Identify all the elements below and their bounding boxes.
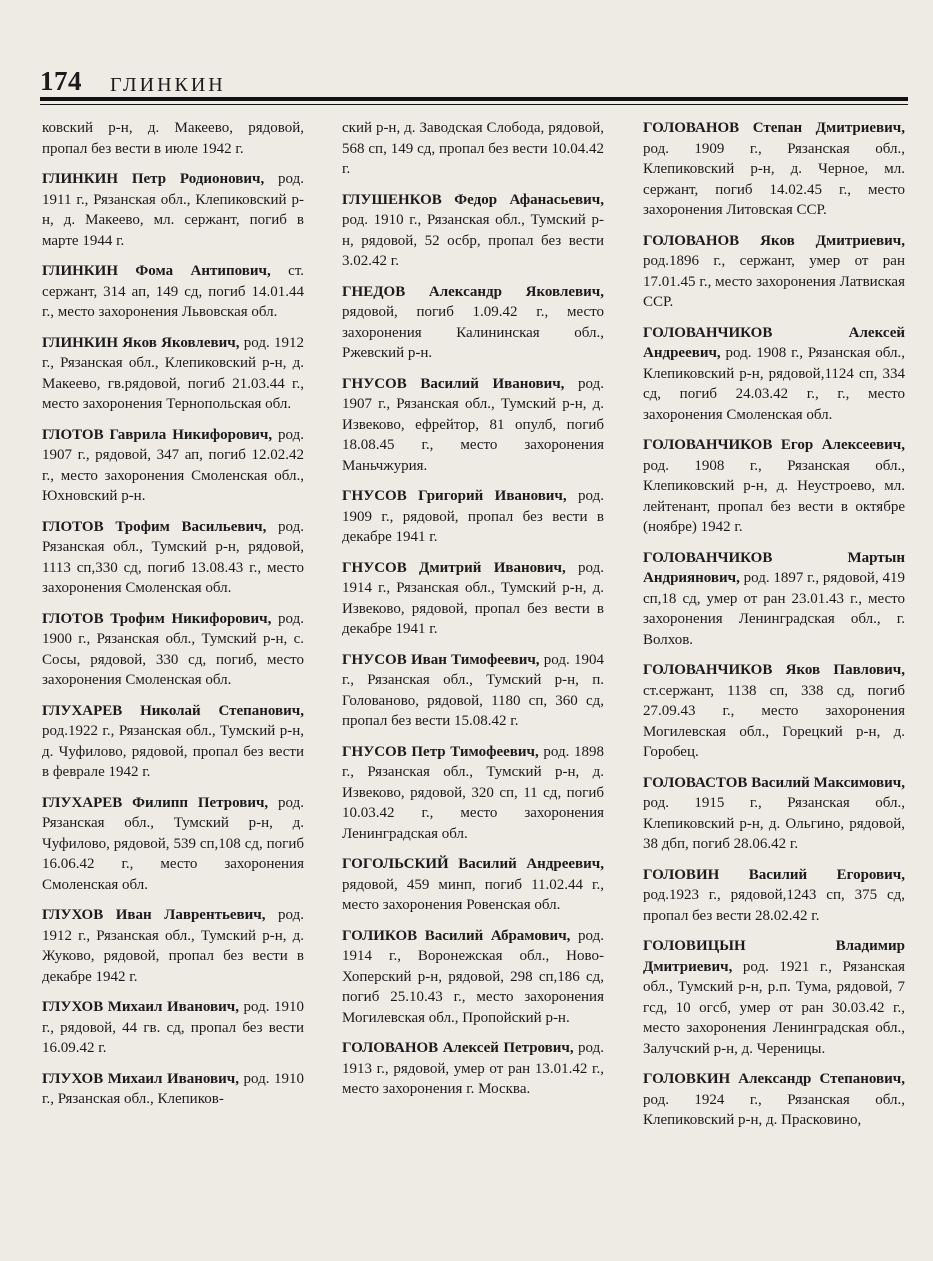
entry-text: род. 1900 г., Рязанская обл., Тумский р-н, с. Сосы, рядовой, 330 сд, погиб, место захоронения Смоленская обл. <box>42 610 305 688</box>
entry-name: ГЛУШЕНКОВ Федор Афанасьевич, <box>342 191 604 208</box>
entry-text: род.1923 г., рядовой,1243 сп, 375 сд, пропал без вести 28.02.42 г. <box>643 887 905 924</box>
entry-name: ГОЛОВИН Василий Егорович, <box>643 866 905 883</box>
entry-name: ГЛУХАРЕВ Николай Степанович, <box>42 702 304 719</box>
entry-name: ГНУСОВ Иван Тимофеевич, <box>342 651 540 668</box>
entry-name: ГНУСОВ Петр Тимофеевич, <box>342 743 539 760</box>
entry <box>643 865 905 927</box>
entry-name: ГЛОТОВ Гаврила Никифорович, <box>42 426 273 443</box>
column-2 <box>342 118 604 1110</box>
entry-name: ГОЛОВАНОВ Алексей Петрович, <box>342 1040 574 1056</box>
entry-name: ГЛИНКИН Фома Антипович, <box>42 263 271 279</box>
entry-text: род. 1911 г., Рязанская обл., Клепиковский р-н, д. Макеево, мл. сержант, погиб в марте 1944 г. <box>42 171 305 249</box>
entry-text: ский р-н, д. Заводская Слобода, рядовой, 568 сп, 149 сд, пропал без вести 10.04.42 г. <box>342 120 604 177</box>
entry-text: род. 1910 г., Рязанская обл., Тумский р-н, рядовой, 52 осбр, пропал без вести 3.02.42 г. <box>342 212 604 269</box>
entry <box>643 548 905 651</box>
entry <box>42 1069 304 1110</box>
entry-text: ст. сержант, 314 ап, 149 сд, погиб 14.01.44 г., место захоронения Львовская обл. <box>42 263 304 320</box>
entry-text: род. 1907 г., Рязанская обл., Тумский р-н, д. Извеково, ефрейтор, 81 опулб, погиб 18.08.45 г., место захоронения Маньчжурия. <box>342 375 604 474</box>
entry-text: род. Рязанская обл., Тумский р-н, д. Чуфилово, рядовой, 539 сп,108 сд, погиб 16.06.42 г., место захоронения Смоленская обл. <box>42 794 304 893</box>
entry <box>42 793 304 896</box>
entry-name: ГОЛОВАНОВ Степан Дмитриевич, <box>643 120 905 136</box>
entry <box>342 854 604 916</box>
entry <box>42 997 304 1059</box>
entry <box>643 118 905 221</box>
column-1 <box>42 118 304 1120</box>
entry-name: ГОЛИКОВ Василий Абрамович, <box>342 927 571 944</box>
entry <box>643 435 905 538</box>
entry <box>643 773 905 855</box>
entry <box>643 323 905 426</box>
entry-name: ГЛУХОВ Михаил Иванович, <box>42 999 239 1015</box>
entry-name: ГНУСОВ Дмитрий Иванович, <box>342 559 566 576</box>
entry-text: род. 1909 г., Рязанская обл., Клепиковский р-н, д. Черное, мл. сержант, погиб 14.02.45 г., место захоронения Литовская ССР. <box>643 140 905 218</box>
entry-name: ГНУСОВ Григорий Иванович, <box>342 488 567 504</box>
entry <box>643 231 905 313</box>
entry-name: ГЛОТОВ Трофим Васильевич, <box>42 518 267 535</box>
entry-name: ГОЛОВАСТОВ Василий Максимович, <box>643 774 905 791</box>
entry-name: ГОЛОВАНЧИКОВ Егор Алексеевич, <box>643 437 905 453</box>
entry <box>42 905 304 987</box>
entry-text: ст.сержант, 1138 сп, 338 сд, погиб 27.09.43 г., место захоронения Могилевская обл., Горецкий р-н, д. Горобец. <box>643 682 905 760</box>
entry <box>643 660 905 763</box>
entry <box>342 926 604 1029</box>
entry <box>42 609 304 691</box>
entry-name: ГЛОТОВ Трофим Никифорович, <box>42 610 272 627</box>
entry <box>643 936 905 1059</box>
entry <box>42 517 304 599</box>
entry-text: род. 1913 г., рядовой, умер от ран 13.01.42 г., место захоронения г. Москва. <box>342 1040 604 1097</box>
entry-text: род. 1914 г., Воронежская обл., Ново-Хоперский р-н, рядовой, 298 сп,186 сд, погиб 25.10.43 г., место захоронения Могилевская обл., Пропойский р-н. <box>342 927 604 1026</box>
running-head: ГЛИНКИН <box>110 74 226 96</box>
entry-text: род.1922 г., Рязанская обл., Тумский р-н, д. Чуфилово, рядовой, пропал без вести в феврале 1942 г. <box>42 723 304 780</box>
entry-name: ГЛИНКИН Яков Яковлевич, <box>42 334 240 351</box>
entry-name: ГОЛОВАНЧИКОВ Алексей Андреевич, <box>643 324 905 361</box>
entry-name: ГОЛОВАНОВ Яков Дмитриевич, <box>643 232 905 249</box>
entry-text: рядовой, 459 минп, погиб 11.02.44 г., место захоронения Ровенская обл. <box>342 876 604 913</box>
entry <box>342 650 604 732</box>
entry <box>42 118 304 159</box>
entry-name: ГЛУХОВ Михаил Иванович, <box>42 1070 239 1087</box>
entry-text: род. 1912 г., Рязанская обл., Клепиковский р-н, д. Макеево, гв.рядовой, погиб 21.03.44 г., место захоронения Тернопольская обл. <box>42 334 305 412</box>
entry <box>42 333 304 415</box>
entry-text: род.1896 г., сержант, умер от ран 17.01.45 г., место захоронения Латвиская ССР. <box>643 253 905 310</box>
entry <box>342 742 604 845</box>
entry-name: ГНУСОВ Василий Иванович, <box>342 375 565 392</box>
entry-text: ковский р-н, д. Макеево, рядовой, пропал без вести в июле 1942 г. <box>42 120 304 157</box>
entry-text: род. 1921 г., Рязанская обл., Тумский р-н, р.п. Тума, рядовой, 7 гсд, 10 огсб, умер от ран 30.03.42 г., место захоронения Ленинградская обл., Залучский р-н, д. Череницы. <box>643 958 905 1057</box>
entry <box>342 1038 604 1100</box>
header-rule-thin <box>40 104 908 105</box>
entry-name: ГЛУХОВ Иван Лаврентьевич, <box>42 907 266 923</box>
column-3 <box>643 118 905 1141</box>
entry <box>42 701 304 783</box>
entry-text: род. 1908 г., Рязанская обл., Клепиковский р-н, д. Неустроево, мл. лейтенант, пропал без вести в октябре (ноябре) 1942 г. <box>643 457 905 535</box>
entry <box>342 374 604 477</box>
entry <box>42 261 304 323</box>
entry <box>342 558 604 640</box>
header-rule-thick <box>40 97 908 101</box>
entry <box>42 425 304 507</box>
entry-text: род. Рязанская обл., Тумский р-н, рядовой, 1113 сп,330 сд, погиб 13.08.43 г., место захоронения Смоленская обл. <box>42 518 304 596</box>
entry-name: ГЛИНКИН Петр Родионович, <box>42 171 265 187</box>
page-number: 174 <box>40 66 82 96</box>
entry-text: рядовой, погиб 1.09.42 г., место захоронения Калининская обл., Ржевский р-н. <box>342 304 604 361</box>
entry-text: род. 1904 г., Рязанская обл., Тумский р-н, п. Голованово, рядовой, 1180 сп, 360 сд, пропал без вести 15.08.42 г. <box>342 651 604 729</box>
entry-name: ГОЛОВАНЧИКОВ Мартын Андриянович, <box>643 549 905 586</box>
entry-text: род. 1924 г., Рязанская обл., Клепиковский р-н, д. Прасковино, <box>643 1091 905 1128</box>
entry <box>342 190 604 272</box>
page-header <box>40 66 908 96</box>
entry-text: род. 1915 г., Рязанская обл., Клепиковский р-н, д. Ольгино, рядовой, 38 дбп, погиб 28.06.42 г. <box>643 795 905 852</box>
entry-name: ГОЛОВАНЧИКОВ Яков Павлович, <box>643 662 905 678</box>
entry-text: род. 1914 г., Рязанская обл., Тумский р-н, д. Извеково, рядовой, пропал без вести в декабре 1941 г. <box>342 559 604 637</box>
entry-name: ГОГОЛЬСКИЙ Василий Андреевич, <box>342 856 604 872</box>
entry <box>342 282 604 364</box>
entry-name: ГНЕДОВ Александр Яковлевич, <box>342 283 604 300</box>
entry-text: род. 1907 г., рядовой, 347 ап, погиб 12.02.42 г., место захоронения Смоленская обл., Юхновский р-н. <box>42 426 304 504</box>
entry-text: род. 1909 г., рядовой, пропал без вести в декабре 1941 г. <box>342 488 604 545</box>
entry-name: ГОЛОВИЦЫН Владимир Дмитриевич, <box>643 938 905 975</box>
entry-text: род. 1908 г., Рязанская обл., Клепиковский р-н, рядовой,1124 сп, 334 сд, погиб 24.03.42 г., г., место захоронения Смоленская обл. <box>643 345 905 423</box>
entry <box>42 169 304 251</box>
entry-text: род. 1910 г., Рязанская обл., Клепиков- <box>42 1070 304 1107</box>
entry-text: род. 1912 г., Рязанская обл., Тумский р-н, д. Жуково, рядовой, пропал без вести в декабре 1942 г. <box>42 907 304 985</box>
entry-name: ГОЛОВКИН Александр Степанович, <box>643 1071 905 1087</box>
entry-name: ГЛУХАРЕВ Филипп Петрович, <box>42 794 269 811</box>
entry-text: род. 1898 г., Рязанская обл., Тумский р-н, д. Извеково, рядовой, 320 сп, 11 сд, погиб 10.03.42 г., место захоронения Ленинградская обл. <box>342 743 604 842</box>
entry <box>342 118 604 180</box>
entry-text: род. 1897 г., рядовой, 419 сп,18 сд, умер от ран 23.01.43 г., место захоронения Ленинградская обл., г. Волхов. <box>643 570 905 648</box>
entry <box>342 486 604 548</box>
entry-text: род. 1910 г., рядовой, 44 гв. сд, пропал без вести 16.09.42 г. <box>42 999 304 1056</box>
entry <box>643 1069 905 1131</box>
